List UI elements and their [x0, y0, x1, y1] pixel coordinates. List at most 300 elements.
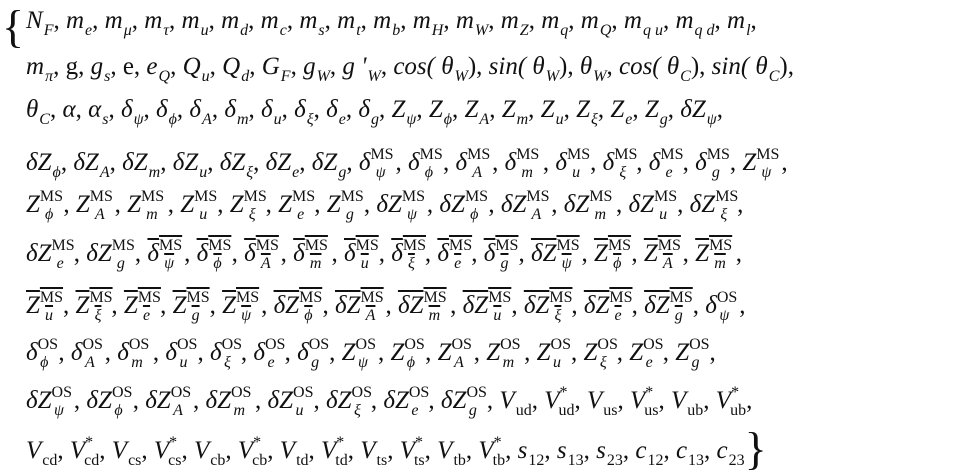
- term-subscript: td: [335, 452, 348, 469]
- term-subscript: C: [680, 68, 691, 85]
- term-symbol: V: [399, 437, 415, 464]
- term-subscript: ξ: [248, 206, 256, 223]
- separator: ,: [324, 7, 338, 34]
- term-subscript: g: [500, 255, 509, 272]
- separator: ,: [63, 191, 76, 218]
- term-symbol: δ: [602, 149, 615, 176]
- separator: ,: [616, 191, 629, 218]
- parameter-term: [26, 149, 61, 181]
- separator: ,: [781, 149, 788, 176]
- parameter-term: [86, 237, 135, 272]
- parameter-term: [455, 7, 489, 39]
- parameter-term: [326, 96, 346, 128]
- parameter-term: [500, 7, 529, 39]
- term-symbol: c: [635, 437, 647, 464]
- separator: ,: [729, 149, 743, 176]
- parameter-term: [486, 336, 524, 371]
- term-symbol: s: [556, 437, 567, 464]
- term-symbol: V: [437, 437, 453, 464]
- parameter-term: [376, 188, 427, 223]
- term-subscript: ub: [687, 402, 704, 419]
- separator: ,: [299, 149, 312, 176]
- term-subscript: ξ: [94, 307, 102, 324]
- term-superscript: MS: [464, 188, 489, 205]
- separator: ,: [104, 339, 118, 366]
- term-superscript: OS: [82, 336, 103, 353]
- term-symbol: Z: [428, 96, 443, 123]
- term-symbol: m: [144, 7, 163, 34]
- term-superscript: MS: [549, 289, 573, 306]
- term-subscript: e: [411, 402, 419, 419]
- parameter-term: [75, 188, 115, 223]
- term-subscript: m: [428, 307, 441, 324]
- separator: ,: [114, 191, 128, 218]
- term-symbol: Z: [540, 96, 555, 123]
- separator: ,: [606, 53, 619, 80]
- term-symbol: V: [586, 387, 603, 414]
- parameter-term: [65, 7, 93, 39]
- term-subscript: τ: [163, 22, 170, 39]
- term-subscript: cs: [168, 452, 182, 469]
- term-symbol: δ: [294, 96, 306, 123]
- parameter-term: [66, 53, 79, 80]
- term-symbol: δ: [147, 240, 160, 267]
- term-symbol: δ: [70, 339, 83, 366]
- parameter-term: [628, 188, 678, 223]
- separator: ,: [465, 437, 479, 464]
- term-symbol: m: [500, 7, 519, 34]
- term-symbol: δZ: [376, 191, 402, 218]
- parameter-term: [335, 289, 385, 324]
- term-subscript: cd: [84, 452, 100, 469]
- separator: ,: [141, 437, 154, 464]
- term-subscript: ts: [376, 452, 388, 469]
- separator: ,: [248, 96, 261, 123]
- parameter-term: [439, 188, 489, 223]
- term-symbol: δZ: [265, 149, 292, 176]
- term-symbol: δ: [437, 240, 449, 267]
- parameter-term: [500, 188, 551, 223]
- term-symbol: δ: [504, 149, 517, 176]
- parameter-term: [165, 336, 198, 371]
- parameter-term: [586, 387, 618, 419]
- term-subscript: Q: [158, 68, 171, 85]
- separator: ,: [240, 339, 254, 366]
- term-symbol: Q: [182, 53, 201, 80]
- term-superscript: MS: [401, 188, 425, 205]
- separator: ,: [378, 96, 392, 123]
- term-subscript: ψ: [53, 402, 64, 419]
- term-superscript: MS: [715, 188, 739, 205]
- term-subscript: ψ: [133, 111, 144, 128]
- parameter-term: [437, 237, 473, 272]
- term-subscript: s: [318, 22, 325, 39]
- parameter-term: [303, 53, 330, 85]
- parameter-term: [69, 434, 100, 469]
- separator: ,: [208, 7, 222, 34]
- separator: ,: [111, 292, 124, 319]
- term-superscript: OS: [176, 336, 198, 353]
- term-symbol: δ: [343, 240, 356, 267]
- term-symbol: V: [279, 437, 296, 464]
- parameter-term: [229, 188, 267, 223]
- separator: ,: [248, 7, 261, 34]
- term-superscript: MS: [495, 237, 519, 254]
- term-subscript: u: [360, 255, 369, 272]
- parameter-term: [180, 188, 218, 223]
- term-superscript: MS: [137, 289, 161, 306]
- parameter-term: [343, 237, 379, 272]
- term-subscript: s: [104, 68, 111, 85]
- separator: ,: [632, 96, 645, 123]
- term-symbol: δZ: [86, 240, 112, 267]
- term-superscript: *: [336, 434, 345, 451]
- parameter-term: [172, 289, 210, 324]
- term-subscript: W: [474, 22, 489, 39]
- term-subscript: ψ: [706, 111, 717, 128]
- term-subscript: g: [191, 307, 200, 324]
- term-symbol: δ: [695, 149, 707, 176]
- separator: ,: [60, 149, 74, 176]
- term-symbol: δ: [555, 149, 567, 176]
- term-superscript: MS: [488, 289, 512, 306]
- separator: ,: [581, 240, 595, 267]
- separator: ,: [322, 292, 335, 319]
- separator: ,: [192, 387, 206, 414]
- separator: ,: [313, 387, 326, 414]
- parameter-term: [675, 437, 705, 469]
- term-subscript: ξ: [554, 307, 562, 324]
- term-superscript: MS: [589, 188, 613, 205]
- term-symbol: V: [478, 437, 494, 464]
- term-superscript: MS: [756, 146, 780, 163]
- term-symbol: Z: [326, 191, 341, 218]
- term-superscript: MS: [360, 289, 384, 306]
- parameter-term: [530, 237, 582, 272]
- term-symbol: δZ: [311, 149, 338, 176]
- separator: ,: [314, 191, 327, 218]
- parameter-term: [26, 437, 58, 469]
- parameter-term: [311, 149, 347, 181]
- term-symbol: δ: [156, 96, 168, 123]
- term-subscript: u: [273, 111, 282, 128]
- term-symbol: V: [69, 437, 86, 464]
- separator: ,: [424, 240, 438, 267]
- separator: ,: [551, 191, 564, 218]
- term-subscript: q d: [694, 22, 715, 39]
- term-subscript: C: [768, 68, 780, 85]
- term-superscript: MS: [340, 188, 364, 205]
- separator: ,: [167, 191, 181, 218]
- separator: ,: [682, 149, 696, 176]
- separator: ,: [49, 96, 63, 123]
- term-symbol: δ: [261, 96, 273, 123]
- separator: ,: [110, 53, 123, 80]
- separator: ,: [211, 96, 225, 123]
- parameter-term: [299, 7, 325, 39]
- term-symbol: V: [671, 387, 687, 414]
- parameter-term: [483, 237, 519, 272]
- term-symbol: δ: [293, 240, 305, 267]
- term-symbol: Z: [123, 292, 138, 319]
- term-subscript: u: [493, 307, 502, 324]
- term-subscript: 23: [606, 452, 623, 469]
- term-superscript: MS: [51, 237, 75, 254]
- parameter-term: [390, 336, 425, 371]
- parameter-term: [618, 53, 700, 85]
- separator: ,: [692, 292, 706, 319]
- term-subscript: us: [644, 402, 659, 419]
- term-superscript: MS: [448, 237, 473, 254]
- separator: ,: [476, 53, 489, 80]
- term-subscript: cd: [42, 452, 58, 469]
- term-symbol: Z: [629, 339, 644, 366]
- term-subscript: ξ: [720, 206, 728, 223]
- parameter-term: [358, 146, 396, 181]
- parameter-term: [261, 96, 282, 128]
- separator: ,: [542, 149, 556, 176]
- separator: ,: [280, 240, 294, 267]
- term-subscript: ψ: [406, 111, 417, 128]
- term-subscript: m: [521, 164, 533, 181]
- term-subscript: ϕ: [443, 111, 452, 128]
- term-superscript: MS: [654, 188, 678, 205]
- separator: ,: [488, 191, 501, 218]
- term-symbol: δZ: [145, 387, 171, 414]
- term-symbol: m: [455, 7, 474, 34]
- term-symbol: Z: [75, 292, 90, 319]
- term-symbol: δZ: [335, 292, 361, 319]
- term-subscript: A: [531, 206, 542, 223]
- term-subscript: ϕ: [304, 307, 313, 324]
- parameter-term: [397, 289, 450, 324]
- term-subscript: g: [116, 255, 125, 272]
- parameter-term: [629, 336, 664, 371]
- separator: ,: [176, 96, 190, 123]
- term-symbol: δZ: [680, 96, 706, 123]
- term-superscript: MS: [467, 146, 491, 163]
- term-subscript: A: [84, 354, 95, 371]
- parameter-term: [26, 237, 75, 272]
- term-symbol: m: [65, 7, 85, 34]
- term-symbol: V: [237, 437, 254, 464]
- term-subscript: ψ: [561, 255, 572, 272]
- separator: ,: [631, 240, 644, 267]
- term-superscript: MS: [255, 237, 279, 254]
- parameter-term: [742, 146, 781, 181]
- term-symbol: δZ: [530, 240, 557, 267]
- separator: ,: [53, 53, 66, 80]
- term-subscript: ud: [515, 402, 532, 419]
- term-superscript: OS: [51, 384, 72, 401]
- separator: ,: [571, 292, 584, 319]
- separator: ,: [704, 437, 717, 464]
- term-symbol: δZ: [325, 387, 352, 414]
- term-symbol: δZ: [500, 191, 527, 218]
- term-symbol: N: [26, 7, 43, 34]
- parameter-term: [219, 149, 254, 181]
- parameter-term: [644, 96, 668, 128]
- term-symbol: δZ: [26, 149, 52, 176]
- separator: ,: [170, 53, 183, 80]
- separator: ,: [387, 437, 400, 464]
- term-superscript: *: [414, 434, 423, 451]
- term-superscript: OS: [408, 384, 430, 401]
- separator: ,: [385, 292, 398, 319]
- parameter-term: [373, 7, 401, 39]
- separator: ,: [217, 191, 230, 218]
- term-subscript: ξ: [353, 402, 361, 419]
- term-symbol: δZ: [205, 387, 231, 414]
- term-subscript: m: [146, 206, 158, 223]
- separator: ,: [714, 7, 727, 34]
- separator: ,: [377, 339, 391, 366]
- term-subscript: u: [572, 164, 581, 181]
- term-symbol: δZ: [397, 292, 424, 319]
- term-symbol: α: [88, 96, 102, 123]
- term-subscript: W: [454, 68, 468, 85]
- term-symbol: δZ: [73, 149, 99, 176]
- parameter-term: [523, 289, 573, 324]
- term-subscript: ub: [730, 402, 747, 419]
- separator: ,: [308, 437, 322, 464]
- parameter-term: [504, 146, 543, 181]
- separator: ,: [131, 7, 145, 34]
- parameter-term: [26, 7, 54, 39]
- term-subscript: g: [711, 164, 720, 181]
- parameter-term: [117, 336, 153, 371]
- parameter-term: [182, 53, 210, 85]
- term-tail: ): [779, 53, 788, 80]
- separator: ,: [253, 149, 266, 176]
- separator: ,: [209, 292, 223, 319]
- parameter-term: [671, 387, 704, 419]
- separator: ,: [132, 387, 146, 414]
- term-symbol: θ: [26, 96, 39, 123]
- separator: ,: [563, 96, 577, 123]
- separator: ,: [284, 339, 298, 366]
- separator: ,: [281, 96, 295, 123]
- parameter-term: [727, 7, 751, 39]
- term-subscript: ψ: [375, 164, 386, 181]
- term-tail: ): [467, 53, 477, 80]
- separator: ,: [370, 387, 384, 414]
- term-symbol: V: [360, 437, 376, 464]
- term-symbol: s: [596, 437, 606, 464]
- parameter-term: [711, 53, 788, 85]
- separator: ,: [416, 96, 429, 123]
- term-symbol: δ: [297, 339, 309, 366]
- term-subscript: ξ: [224, 354, 231, 371]
- term-symbol: δ: [391, 240, 403, 267]
- parameter-term: [341, 336, 378, 371]
- parameter-term: [541, 7, 569, 39]
- term-subscript: 13: [567, 452, 584, 469]
- separator: ,: [184, 240, 197, 267]
- parameter-term: [536, 336, 571, 371]
- term-superscript: OS: [128, 336, 150, 353]
- separator: ,: [152, 339, 166, 366]
- term-subscript: A: [479, 111, 490, 128]
- parameter-term: [648, 146, 684, 181]
- term-subscript: A: [173, 402, 183, 419]
- term-symbol: δ: [455, 149, 468, 176]
- term-symbol: δZ: [383, 387, 409, 414]
- parameter-term: [325, 384, 372, 419]
- parameter-term: [279, 437, 309, 469]
- term-subscript: u: [201, 68, 210, 85]
- separator: ,: [160, 149, 173, 176]
- term-symbol: m: [373, 7, 392, 34]
- separator: ,: [531, 387, 545, 414]
- term-subscript: e: [56, 255, 64, 272]
- term-symbol: m: [299, 7, 318, 34]
- equation-line: [26, 140, 788, 188]
- term-symbol: δ: [117, 339, 129, 366]
- opening-brace: {: [2, 1, 25, 52]
- parameter-term: [104, 7, 132, 39]
- term-subscript: ξ: [407, 255, 415, 272]
- term-subscript: π: [45, 68, 54, 85]
- term-subscript: F: [280, 68, 291, 85]
- term-subscript: ts: [413, 452, 425, 469]
- parameter-term: [610, 96, 633, 128]
- separator: ,: [486, 387, 500, 414]
- term-superscript: MS: [669, 289, 693, 306]
- parameter-term: [189, 96, 212, 128]
- term-symbol: δ: [26, 339, 38, 366]
- term-symbol: m: [260, 7, 279, 34]
- term-symbol: m: [623, 7, 642, 34]
- term-symbol: g: [303, 53, 316, 80]
- parameter-term: [265, 149, 300, 181]
- separator: ,: [267, 437, 280, 464]
- term-symbol: δZ: [86, 387, 112, 414]
- term-superscript: MS: [243, 188, 267, 205]
- term-subscript: u: [659, 206, 668, 223]
- term-symbol: Z: [391, 96, 406, 123]
- term-subscript: μ: [123, 22, 132, 39]
- separator: ,: [313, 96, 327, 123]
- separator: ,: [378, 240, 392, 267]
- parameter-term: [127, 188, 168, 223]
- term-subscript: s: [102, 111, 109, 128]
- term-symbol: c: [675, 437, 688, 464]
- separator: ,: [225, 437, 238, 464]
- term-superscript: MS: [419, 146, 443, 163]
- term-symbol: m: [26, 53, 45, 80]
- term-subscript: u: [199, 164, 208, 181]
- term-subscript: ψ: [761, 164, 772, 181]
- term-symbol: m: [337, 7, 356, 34]
- parameter-term: [408, 146, 443, 181]
- parameter-term: [26, 96, 50, 128]
- term-symbol: sin( θ: [488, 53, 545, 80]
- term-symbol: δ: [326, 96, 338, 123]
- term-subscript: e: [267, 354, 275, 371]
- parameter-term: [221, 7, 249, 39]
- term-subscript: e: [292, 164, 300, 181]
- term-symbol: Z: [594, 240, 608, 267]
- term-subscript: H: [431, 22, 444, 39]
- parameter-term: [209, 336, 243, 371]
- separator: ,: [425, 339, 438, 366]
- term-superscript: MS: [370, 146, 394, 163]
- term-symbol: V: [499, 387, 515, 414]
- term-symbol: δ: [189, 96, 202, 123]
- parameter-term: [261, 53, 291, 85]
- term-subscript: m: [148, 164, 161, 181]
